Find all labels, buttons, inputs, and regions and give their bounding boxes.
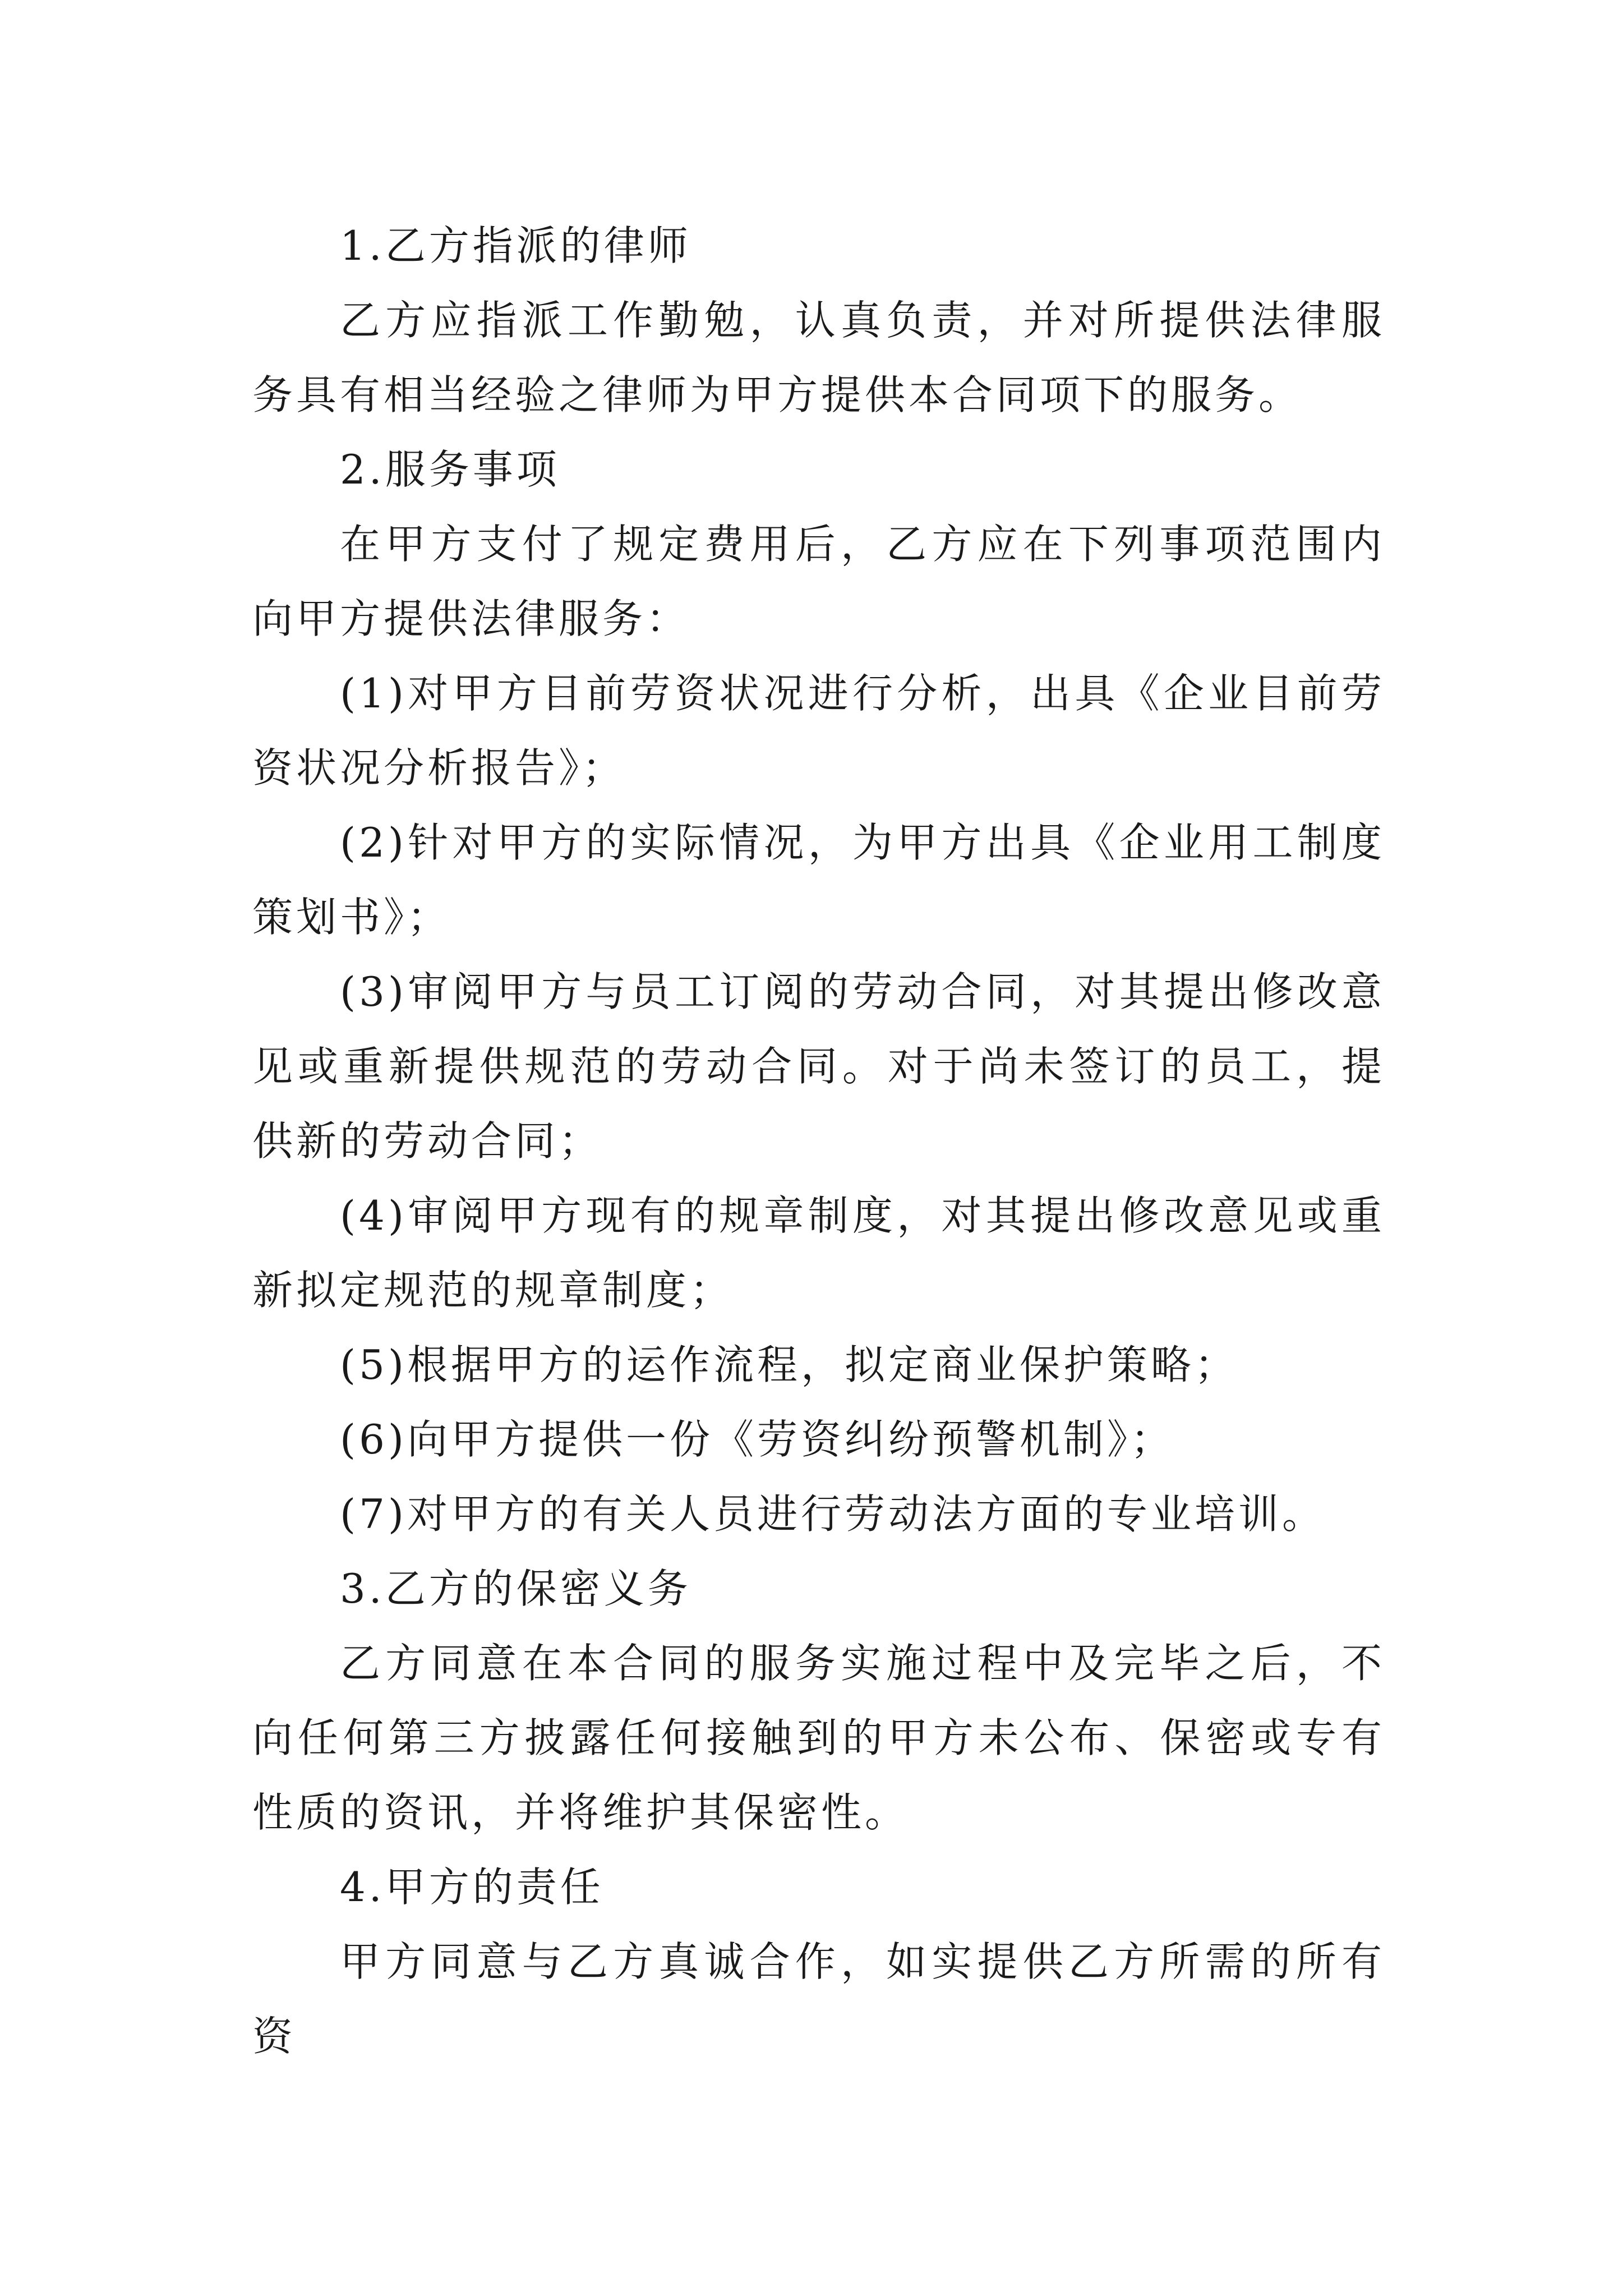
section-heading-party-a-duties: 4.甲方的责任 — [340, 1864, 604, 1911]
document-body — [252, 209, 1385, 2074]
paragraph-confidentiality: 乙方同意在本合同的服务实施过程中及完毕之后，不向任何第三方披露任何接触到的甲方未公布、保密或专有性质的资讯，并将维护其保密性。 — [252, 1640, 1385, 1836]
list-item-service-4: (4)审阅甲方现有的规章制度，对其提出修改意见或重新拟定规范的规章制度； — [252, 1192, 1385, 1314]
list-item-service-5: (5)根据甲方的运作流程，拟定商业保护策略； — [340, 1341, 1238, 1388]
section-heading-lawyer: 1.乙方指派的律师 — [340, 222, 691, 269]
list-item-service-3: (3)审阅甲方与员工订阅的劳动合同，对其提出修改意见或重新提供规范的劳动合同。对于尚未签订的员工，提供新的劳动合同； — [252, 968, 1385, 1165]
list-item-service-1: (1)对甲方目前劳资状况进行分析，出具《企业目前劳资状况分析报告》； — [252, 670, 1385, 792]
paragraph-lawyer: 乙方应指派工作勤勉，认真负责，并对所提供法律服务具有相当经验之律师为甲方提供本合同项下的服务。 — [252, 297, 1385, 418]
list-item-service-6: (6)向甲方提供一份《劳资纠纷预警机制》； — [340, 1416, 1174, 1463]
section-heading-confidentiality: 3.乙方的保密义务 — [340, 1565, 691, 1612]
list-item-service-2: (2)针对甲方的实际情况，为甲方出具《企业用工制度策划书》； — [252, 819, 1385, 941]
paragraph-party-a-duties: 甲方同意与乙方真诚合作，如实提供乙方所需的所有资 — [252, 1938, 1385, 2060]
list-item-service-7: (7)对甲方的有关人员进行劳动法方面的专业培训。 — [340, 1490, 1326, 1538]
section-heading-services: 2.服务事项 — [340, 446, 560, 493]
paragraph-services-intro: 在甲方支付了规定费用后，乙方应在下列事项范围内向甲方提供法律服务： — [252, 521, 1385, 642]
